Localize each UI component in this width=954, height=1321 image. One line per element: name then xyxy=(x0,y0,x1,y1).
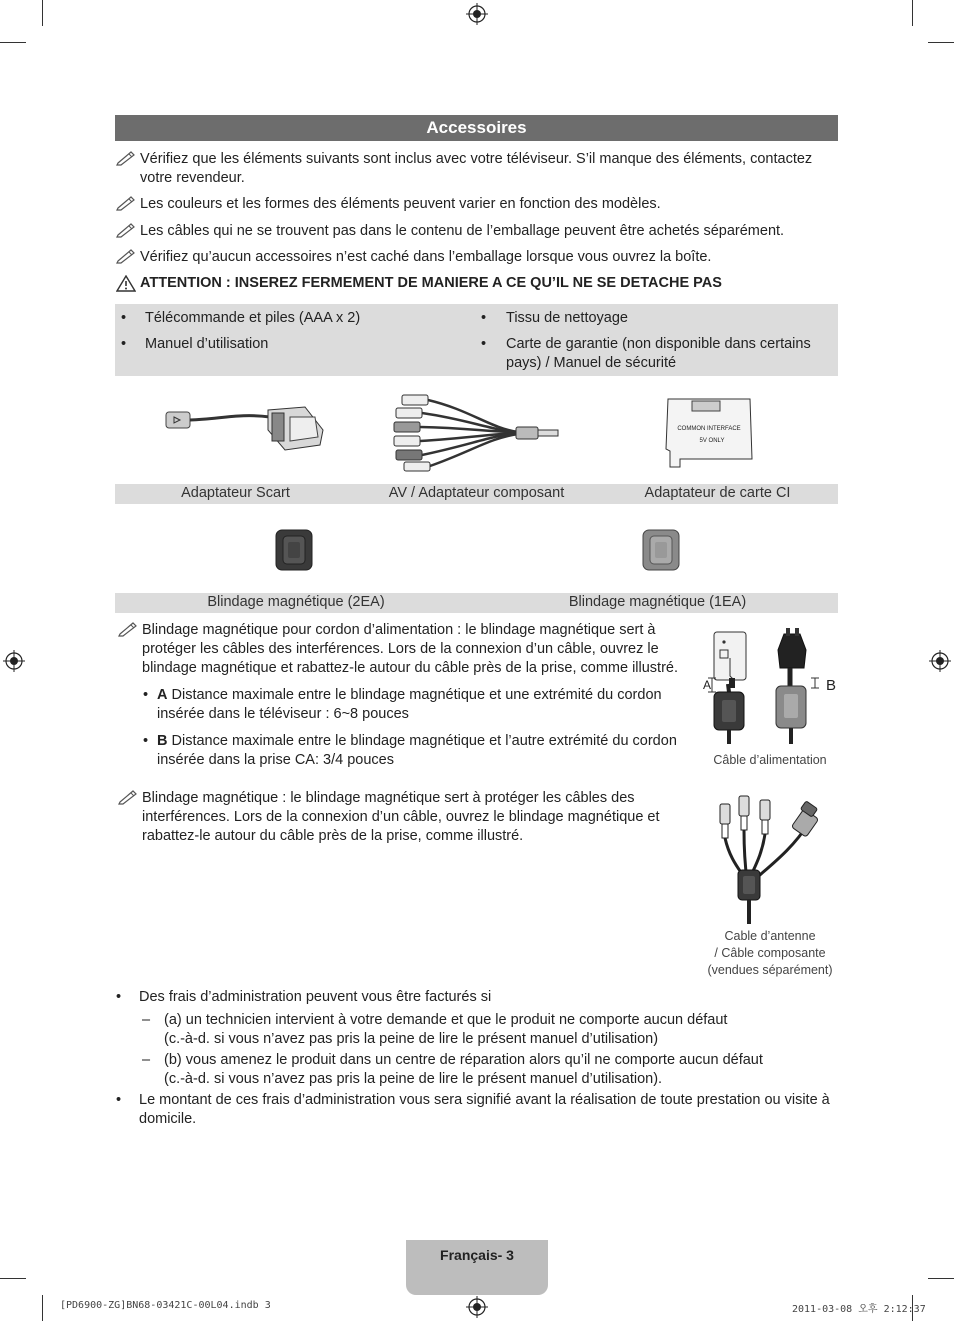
pencil-note-icon xyxy=(116,195,136,211)
item-warranty: Carte de garantie (non disponible dans certains pays) / Manuel de sécurité xyxy=(506,336,811,371)
shield-caption-bar xyxy=(115,593,838,613)
bullet-dot: • xyxy=(121,310,127,326)
page-number-tab: Français- 3 xyxy=(406,1240,548,1295)
caption-scart: Adaptateur Scart xyxy=(181,485,290,501)
bullet-dot: • xyxy=(116,1092,122,1108)
antenna-caption-line: / Câble composante xyxy=(714,946,826,960)
fee-item-b: (b) vous amenez le produit dans un centre de réparation alors qu’il ne comporte aucun défaut (c.-à-d. si vous n’avez pas pris la peine de lire le présent manuel d’utilisation). xyxy=(164,1052,763,1087)
scart-adapter-image xyxy=(160,395,330,460)
note-text: Vérifiez qu’aucun accessoires n’est caché dans l’emballage lorsque vous ouvrez la boîte. xyxy=(140,249,712,265)
pencil-note-icon xyxy=(118,621,138,637)
crop-mark xyxy=(42,1295,43,1321)
note-item xyxy=(116,150,838,190)
note-text: Blindage magnétique : le blindage magnétique sert à protéger les câbles des interférences. Lors de la connexion d’un câble, ouvrez le blindage magnétique et rabattez-le autour du câble près de la prise, comme illustré. xyxy=(142,790,660,844)
bullet-dot: • xyxy=(116,989,122,1005)
crop-mark xyxy=(42,0,43,26)
fees-intro: Des frais d’administration peuvent vous être facturés si xyxy=(139,989,492,1005)
antenna-caption xyxy=(700,928,840,979)
warning-triangle-icon xyxy=(116,275,136,292)
sub-text: Distance maximale entre le blindage magnétique et l’autre extrémité du cordon insérée dans la prise CA: 3/4 pouces xyxy=(157,733,677,768)
dash: – xyxy=(142,1052,151,1068)
included-items-box xyxy=(115,304,838,376)
caption-av: AV / Adaptateur composant xyxy=(388,485,565,501)
bullet-dot: • xyxy=(481,310,487,326)
fee-item-a: (a) un technicien intervient à votre demande et que le produit ne comporte aucun défaut (c.-à-d. si vous n’avez pas pris la peine de lire le présent manuel d’utilisation) xyxy=(164,1012,728,1047)
note-item xyxy=(116,195,838,215)
ci-label-5v: 5V ONLY xyxy=(699,438,725,444)
item-manual: Manuel d’utilisation xyxy=(145,336,269,352)
crop-mark xyxy=(0,1278,26,1279)
power-cable-illustration xyxy=(700,628,840,746)
registration-mark-icon xyxy=(466,1296,488,1318)
registration-mark-icon xyxy=(466,3,488,25)
label-b: B xyxy=(826,677,837,694)
crop-mark xyxy=(928,1278,954,1279)
pencil-note-icon xyxy=(116,150,136,166)
ci-label-common-interface: COMMON INTERFACE xyxy=(677,426,741,432)
registration-mark-icon xyxy=(929,650,951,672)
registration-mark-icon xyxy=(3,650,25,672)
pencil-note-icon xyxy=(118,789,138,805)
item-cloth: Tissu de nettoyage xyxy=(506,310,628,326)
note-text: Les couleurs et les formes des éléments peuvent varier en fonction des modèles. xyxy=(140,196,661,212)
bullet-dot: • xyxy=(481,336,487,352)
fees-final: Le montant de ces frais d’administration vous sera signifié avant la réalisation de toute prestation ou visite à domicile. xyxy=(139,1092,830,1127)
power-cable-caption: Câble d’alimentation xyxy=(713,753,827,767)
note-text: Blindage magnétique pour cordon d’alimentation : le blindage magnétique sert à protéger les câbles des interférences. Lors de la connexion d’un câble, ouvrez le blindage magnétique et rabattez-le autour du câble près de la prise, comme illustré. xyxy=(142,622,678,676)
av-component-adapter-image xyxy=(390,390,570,472)
pencil-note-icon xyxy=(116,222,136,238)
dash: – xyxy=(142,1012,151,1028)
note-item xyxy=(116,248,838,268)
crop-mark xyxy=(0,42,26,43)
bullet-dot: • xyxy=(143,687,149,703)
pencil-note-icon xyxy=(116,248,136,264)
magnetic-shield-grey-image xyxy=(641,528,681,572)
section-title: Accessoires xyxy=(115,115,838,141)
caption-ci: Adaptateur de carte CI xyxy=(644,485,791,501)
sub-letter: B xyxy=(157,733,168,749)
ci-card-adapter-image xyxy=(662,393,758,469)
magnetic-shield-dark-image xyxy=(274,528,314,572)
crop-mark xyxy=(912,0,913,26)
sub-letter: A xyxy=(157,687,168,703)
note-text: Vérifiez que les éléments suivants sont inclus avec votre téléviseur. S’il manque des éléments, contactez votre revendeur. xyxy=(140,151,813,186)
label-a: A xyxy=(703,678,712,692)
item-remote: Télécommande et piles (AAA x 2) xyxy=(145,310,361,326)
attention-warning xyxy=(116,274,838,294)
sub-text: Distance maximale entre le blindage magnétique et une extrémité du cordon insérée dans le téléviseur : 6~8 pouces xyxy=(157,687,662,722)
antenna-caption-line: (vendues séparément) xyxy=(707,963,833,977)
bullet-dot: • xyxy=(121,336,127,352)
crop-mark xyxy=(928,42,954,43)
antenna-component-cable-illustration xyxy=(712,790,828,926)
print-file-info: [PD6900-ZG]BN68-03421C-00L04.indb 3 xyxy=(60,1300,271,1311)
bullet-dot: • xyxy=(143,733,149,749)
note-item xyxy=(116,222,838,242)
adapter-caption-bar xyxy=(115,484,838,504)
caption-shield-2ea: Blindage magnétique (2EA) xyxy=(207,594,385,610)
print-date-info: 2011-03-08 오후 2:12:37 xyxy=(792,1304,926,1315)
note-text: Les câbles qui ne se trouvent pas dans le contenu de l’emballage peuvent être achetés séparément. xyxy=(140,223,785,239)
attention-text: ATTENTION : INSEREZ FERMEMENT DE MANIERE A CE QU’IL NE SE DETACHE PAS xyxy=(140,275,722,291)
antenna-caption-line: Cable d’antenne xyxy=(724,929,816,943)
caption-shield-1ea: Blindage magnétique (1EA) xyxy=(568,594,747,610)
